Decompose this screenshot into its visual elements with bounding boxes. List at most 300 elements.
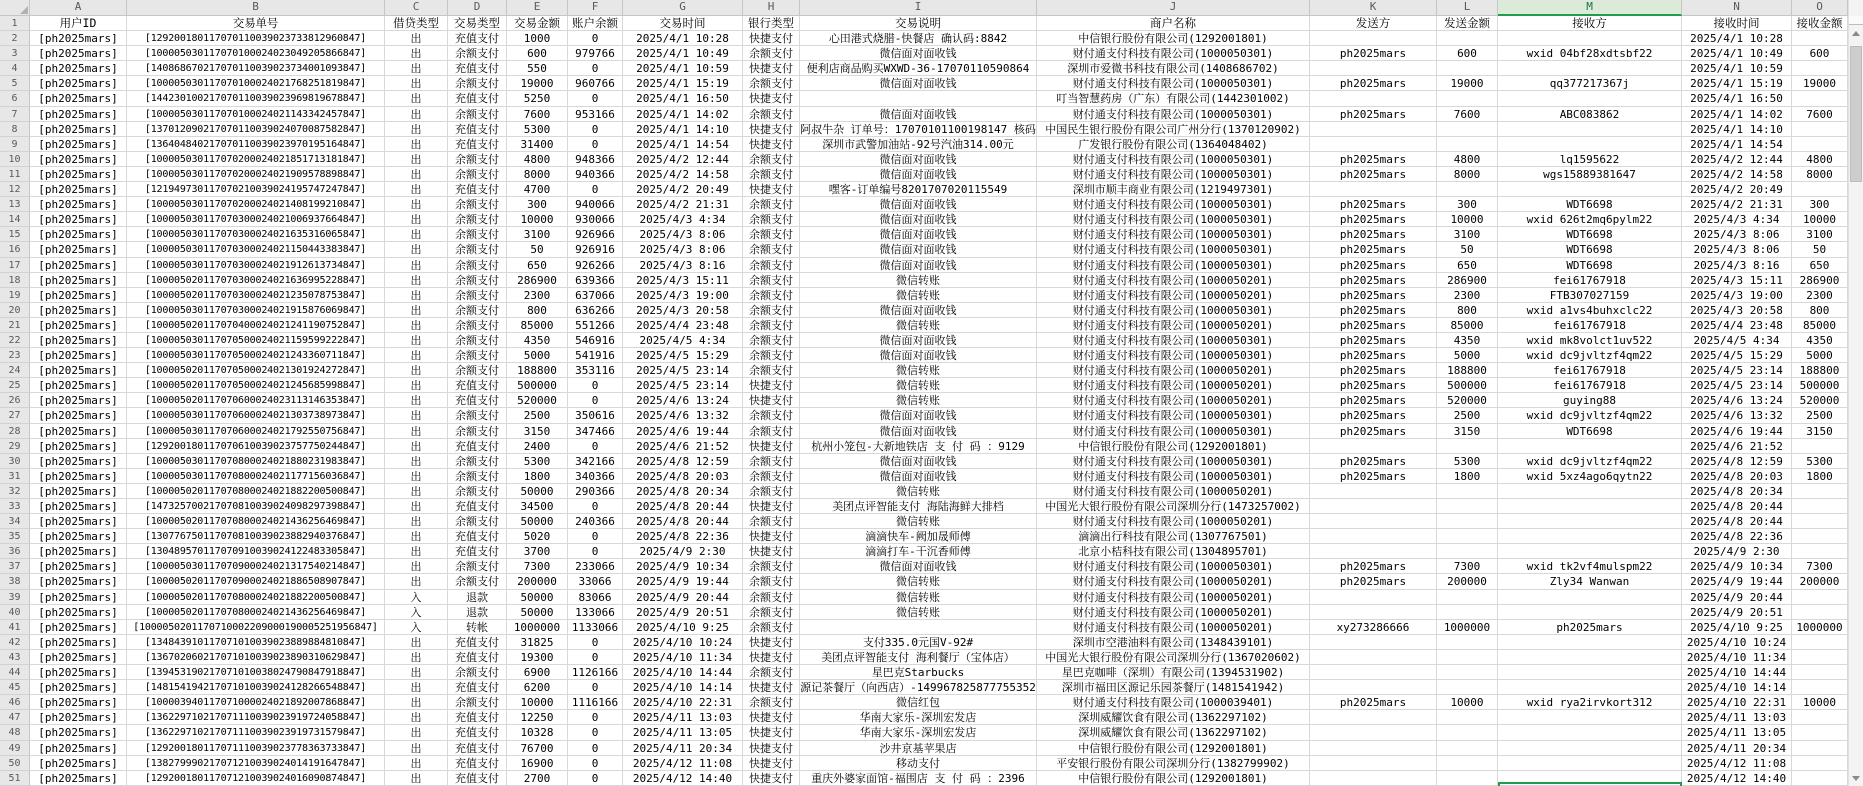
cell[interactable]: 星巴克Starbucks <box>800 665 1037 680</box>
cell[interactable]: 940066 <box>568 197 623 212</box>
row-number[interactable]: 27 <box>0 408 30 423</box>
cell[interactable]: 充值支付 <box>448 741 507 756</box>
cell[interactable]: 美团点评智能支付 海陆海鲜大排档 <box>800 499 1037 514</box>
cell[interactable] <box>1310 741 1437 756</box>
cell[interactable]: 2025/4/9 20:51 <box>623 605 743 620</box>
cell[interactable]: 重庆外婆家面馆-福围店 支 付 码 ：2396 <box>800 771 1037 786</box>
cell[interactable] <box>1792 91 1848 106</box>
cell[interactable]: 2025/4/6 19:44 <box>1682 424 1792 439</box>
cell[interactable]: 深圳市顺丰商业有限公司(1219497301) <box>1037 182 1310 197</box>
cell[interactable]: 微信转账 <box>800 318 1037 333</box>
cell[interactable]: 7300 <box>1437 559 1498 574</box>
cell[interactable]: 342166 <box>568 454 623 469</box>
cell[interactable]: 出 <box>385 137 448 152</box>
cell[interactable]: 出 <box>385 348 448 363</box>
cell[interactable]: [100005030117070900024021317540214847] <box>127 559 385 574</box>
cell[interactable]: 余额支付 <box>448 424 507 439</box>
cell[interactable]: WDT6698 <box>1498 258 1682 273</box>
cell[interactable]: 5300 <box>1792 454 1848 469</box>
cell[interactable]: 快捷支付 <box>743 710 800 725</box>
cell[interactable] <box>1310 665 1437 680</box>
cell[interactable]: 3150 <box>507 424 568 439</box>
row-number[interactable]: 8 <box>0 122 30 137</box>
cell[interactable]: 出 <box>385 635 448 650</box>
cell[interactable]: 3100 <box>1792 227 1848 242</box>
cell[interactable]: [ph2025mars] <box>30 318 127 333</box>
column-header-O[interactable]: O <box>1792 0 1848 16</box>
cell[interactable] <box>1498 605 1682 620</box>
cell[interactable]: 1133066 <box>568 620 623 635</box>
cell[interactable]: 微信面对面收钱 <box>800 333 1037 348</box>
cell[interactable]: [100005030117070300024021150443383847] <box>127 242 385 257</box>
row-number[interactable]: 50 <box>0 756 30 771</box>
cell[interactable]: 充值支付 <box>448 439 507 454</box>
cell[interactable]: 余额支付 <box>448 559 507 574</box>
column-header-L[interactable]: L <box>1437 0 1498 16</box>
cell[interactable] <box>1498 590 1682 605</box>
cell[interactable]: [100005020117070300024021235078753847] <box>127 288 385 303</box>
cell[interactable]: 800 <box>507 303 568 318</box>
cell[interactable]: 2025/4/11 13:03 <box>623 710 743 725</box>
cell[interactable]: 2300 <box>507 288 568 303</box>
cell[interactable]: [100005030117070100024021143342457847] <box>127 107 385 122</box>
cell[interactable] <box>1792 499 1848 514</box>
cell[interactable]: ABC083862 <box>1498 107 1682 122</box>
cell[interactable]: 余额支付 <box>448 695 507 710</box>
row-number[interactable]: 7 <box>0 107 30 122</box>
cell[interactable]: [100005030117070100024023049205866847] <box>127 46 385 61</box>
cell[interactable]: 2700 <box>507 771 568 786</box>
cell[interactable] <box>1437 499 1498 514</box>
cell[interactable]: [ph2025mars] <box>30 348 127 363</box>
cell[interactable]: 余额支付 <box>743 303 800 318</box>
cell[interactable] <box>1437 665 1498 680</box>
cell[interactable]: 微信面对面收钱 <box>800 197 1037 212</box>
cell[interactable]: [100005030117070500024021159599222847] <box>127 333 385 348</box>
cell[interactable]: 快捷支付 <box>743 499 800 514</box>
row-number[interactable]: 5 <box>0 76 30 91</box>
cell[interactable]: ph2025mars <box>1310 559 1437 574</box>
cell[interactable]: 2025/4/1 14:10 <box>623 122 743 137</box>
cell[interactable]: 余额支付 <box>743 605 800 620</box>
cell[interactable]: 83066 <box>568 590 623 605</box>
cell[interactable]: 2025/4/3 20:58 <box>1682 303 1792 318</box>
cell[interactable]: 出 <box>385 378 448 393</box>
scroll-down-button[interactable] <box>1849 770 1863 786</box>
cell[interactable]: 滴滴打车-干沉香师傅 <box>800 544 1037 559</box>
cell[interactable]: 出 <box>385 182 448 197</box>
cell[interactable]: 8000 <box>1792 167 1848 182</box>
cell[interactable]: [ph2025mars] <box>30 122 127 137</box>
cell[interactable]: [100005030117070800024021177156036847] <box>127 469 385 484</box>
cell[interactable]: 2025/4/8 12:59 <box>623 454 743 469</box>
cell[interactable]: 中国民生银行股份有限公司广州分行(1370120902) <box>1037 122 1310 137</box>
cell[interactable]: 4800 <box>1792 152 1848 167</box>
cell[interactable]: 4800 <box>1437 152 1498 167</box>
cell[interactable]: 余额支付 <box>448 348 507 363</box>
header-cell[interactable]: 用户ID <box>30 16 127 31</box>
cell[interactable]: 出 <box>385 756 448 771</box>
cell[interactable]: ph2025mars <box>1310 242 1437 257</box>
cell[interactable]: 2025/4/3 8:16 <box>623 258 743 273</box>
cell[interactable]: 2025/4/4 23:48 <box>1682 318 1792 333</box>
cell[interactable]: [ph2025mars] <box>30 469 127 484</box>
cell[interactable]: [ph2025mars] <box>30 31 127 46</box>
cell[interactable]: ph2025mars <box>1310 318 1437 333</box>
cell[interactable]: 财付通支付科技有限公司(1000050301) <box>1037 454 1310 469</box>
cell[interactable]: [ph2025mars] <box>30 288 127 303</box>
cell[interactable]: 微信面对面收钱 <box>800 408 1037 423</box>
cell[interactable]: 财付通支付科技有限公司(1000050201) <box>1037 620 1310 635</box>
row-number[interactable]: 19 <box>0 288 30 303</box>
cell[interactable]: 微信转账 <box>800 363 1037 378</box>
cell[interactable]: ph2025mars <box>1310 227 1437 242</box>
cell[interactable]: ph2025mars <box>1310 258 1437 273</box>
header-cell[interactable]: 账户余额 <box>568 16 623 31</box>
cell[interactable]: 余额支付 <box>448 227 507 242</box>
cell[interactable]: [129200180117071210039024016090874847] <box>127 771 385 786</box>
cell[interactable]: 10000 <box>1437 695 1498 710</box>
cell[interactable]: [100005020117070300024021636995228847] <box>127 273 385 288</box>
cell[interactable]: 133066 <box>568 605 623 620</box>
cell[interactable] <box>1437 741 1498 756</box>
row-number[interactable]: 51 <box>0 771 30 786</box>
cell[interactable]: 2025/4/3 8:06 <box>623 227 743 242</box>
cell[interactable]: 微信转账 <box>800 273 1037 288</box>
cell[interactable] <box>1792 710 1848 725</box>
cell[interactable]: 余额支付 <box>448 107 507 122</box>
cell[interactable]: 979766 <box>568 46 623 61</box>
cell[interactable] <box>1498 484 1682 499</box>
cell[interactable]: ph2025mars <box>1310 107 1437 122</box>
cell[interactable]: 5000 <box>507 348 568 363</box>
cell[interactable]: [121949730117070210039024195747247847] <box>127 182 385 197</box>
cell[interactable] <box>1310 484 1437 499</box>
cell[interactable]: [100005030117070500024021243360711847] <box>127 348 385 363</box>
cell[interactable] <box>1792 635 1848 650</box>
cell[interactable]: 出 <box>385 695 448 710</box>
cell[interactable] <box>1792 514 1848 529</box>
cell[interactable]: 出 <box>385 91 448 106</box>
column-header-B[interactable]: B <box>127 0 385 16</box>
cell[interactable]: 出 <box>385 454 448 469</box>
vertical-scrollbar[interactable] <box>1848 0 1863 786</box>
cell[interactable]: 50 <box>1437 242 1498 257</box>
cell[interactable]: 2025/4/5 23:14 <box>1682 378 1792 393</box>
cell[interactable]: 微信转账 <box>800 590 1037 605</box>
cell[interactable]: lq1595622 <box>1498 152 1682 167</box>
cell[interactable]: 31400 <box>507 137 568 152</box>
cell[interactable]: 2025/4/10 9:25 <box>623 620 743 635</box>
cell[interactable]: [100005020117070900024021886508907847] <box>127 574 385 589</box>
cell[interactable]: [100005020117070800024021436256469847] <box>127 514 385 529</box>
cell[interactable] <box>1792 484 1848 499</box>
cell[interactable]: 财付通支付科技有限公司(1000050301) <box>1037 424 1310 439</box>
cell[interactable]: 2025/4/8 22:36 <box>1682 529 1792 544</box>
cell[interactable]: 充值支付 <box>448 91 507 106</box>
row-number[interactable]: 39 <box>0 590 30 605</box>
cell[interactable]: 2025/4/8 22:36 <box>623 529 743 544</box>
cell[interactable] <box>1437 439 1498 454</box>
cell[interactable]: 2025/4/10 11:34 <box>623 650 743 665</box>
header-cell[interactable]: 商户名称 <box>1037 16 1310 31</box>
cell[interactable]: 2025/4/1 10:28 <box>1682 31 1792 46</box>
cell[interactable]: 2025/4/8 20:34 <box>623 484 743 499</box>
cell[interactable]: 出 <box>385 514 448 529</box>
cell[interactable]: 出 <box>385 107 448 122</box>
cell[interactable]: ph2025mars <box>1310 424 1437 439</box>
cell[interactable]: [ph2025mars] <box>30 439 127 454</box>
cell[interactable]: 出 <box>385 680 448 695</box>
cell[interactable]: 充值支付 <box>448 61 507 76</box>
cell[interactable]: 深圳市福田区源记乐园茶餐厅(1481541942) <box>1037 680 1310 695</box>
cell[interactable]: wxid 626t2mq6pylm22 <box>1498 212 1682 227</box>
header-cell[interactable]: 银行类型 <box>743 16 800 31</box>
cell[interactable]: 960766 <box>568 76 623 91</box>
cell[interactable]: 3150 <box>1437 424 1498 439</box>
cell[interactable]: 余额支付 <box>448 212 507 227</box>
cell[interactable]: 财付通支付科技有限公司(1000050301) <box>1037 107 1310 122</box>
cell[interactable]: [100005020117070500024021301924272847] <box>127 363 385 378</box>
cell[interactable] <box>1498 122 1682 137</box>
cell[interactable]: 0 <box>568 393 623 408</box>
cell[interactable]: 2025/4/2 20:49 <box>1682 182 1792 197</box>
cell[interactable]: 2500 <box>1437 408 1498 423</box>
cell[interactable]: fei61767918 <box>1498 378 1682 393</box>
column-header-G[interactable]: G <box>623 0 743 16</box>
cell[interactable]: 充值支付 <box>448 680 507 695</box>
cell[interactable]: 0 <box>568 499 623 514</box>
cell[interactable]: 3150 <box>1792 424 1848 439</box>
cell[interactable] <box>1498 650 1682 665</box>
cell[interactable]: 0 <box>568 529 623 544</box>
cell[interactable]: 余额支付 <box>448 333 507 348</box>
row-number[interactable]: 35 <box>0 529 30 544</box>
cell[interactable]: 余额支付 <box>743 46 800 61</box>
cell[interactable]: 0 <box>568 741 623 756</box>
cell[interactable]: 50000 <box>507 590 568 605</box>
cell[interactable]: 财付通支付科技有限公司(1000050301) <box>1037 46 1310 61</box>
cell[interactable]: 2025/4/8 20:44 <box>623 499 743 514</box>
cell[interactable] <box>1437 61 1498 76</box>
cell[interactable]: 2025/4/12 14:40 <box>623 771 743 786</box>
cell[interactable]: ph2025mars <box>1310 288 1437 303</box>
cell[interactable]: 充值支付 <box>448 635 507 650</box>
cell[interactable] <box>1310 499 1437 514</box>
cell[interactable]: Zly34 Wanwan <box>1498 574 1682 589</box>
cell[interactable]: [ph2025mars] <box>30 227 127 242</box>
cell[interactable]: 4350 <box>1792 333 1848 348</box>
cell[interactable]: 2025/4/8 20:03 <box>623 469 743 484</box>
cell[interactable]: 286900 <box>1437 273 1498 288</box>
cell[interactable]: 16900 <box>507 756 568 771</box>
cell[interactable]: 2025/4/10 14:14 <box>623 680 743 695</box>
cell[interactable]: 550 <box>507 61 568 76</box>
cell[interactable]: 4700 <box>507 182 568 197</box>
row-number[interactable]: 3 <box>0 46 30 61</box>
cell[interactable]: 杭州小笼包-大新地铁店 支 付 码 ：9129 <box>800 439 1037 454</box>
cell[interactable]: 1000000 <box>1792 620 1848 635</box>
cell[interactable]: 滴滴快车-阙加晟师傅 <box>800 529 1037 544</box>
cell[interactable]: [ph2025mars] <box>30 529 127 544</box>
cell[interactable]: 财付通支付科技有限公司(1000050301) <box>1037 333 1310 348</box>
cell[interactable]: 2025/4/1 14:02 <box>623 107 743 122</box>
cell[interactable]: ph2025mars <box>1310 695 1437 710</box>
cell[interactable]: 2025/4/11 20:34 <box>623 741 743 756</box>
cell[interactable]: 3700 <box>507 544 568 559</box>
cell[interactable]: 微信面对面收钱 <box>800 227 1037 242</box>
cell[interactable]: [136229710217071110039023919724058847] <box>127 710 385 725</box>
cell[interactable]: 500000 <box>1437 378 1498 393</box>
cell[interactable]: 0 <box>568 182 623 197</box>
row-number[interactable]: 22 <box>0 333 30 348</box>
cell[interactable]: 深圳市爱微书科技有限公司(1408686702) <box>1037 61 1310 76</box>
cell[interactable]: 2025/4/8 20:34 <box>1682 484 1792 499</box>
cell[interactable]: 出 <box>385 559 448 574</box>
cell[interactable]: [ph2025mars] <box>30 499 127 514</box>
cell[interactable]: ph2025mars <box>1310 46 1437 61</box>
cell[interactable]: 2025/4/5 15:29 <box>623 348 743 363</box>
row-number[interactable]: 40 <box>0 605 30 620</box>
cell[interactable]: 出 <box>385 273 448 288</box>
cell[interactable]: [ph2025mars] <box>30 61 127 76</box>
cell[interactable]: [ph2025mars] <box>30 273 127 288</box>
cell[interactable]: 5300 <box>1437 454 1498 469</box>
cell[interactable] <box>1792 529 1848 544</box>
cell[interactable]: 充值支付 <box>448 122 507 137</box>
cell[interactable]: 余额支付 <box>743 258 800 273</box>
cell[interactable]: 余额支付 <box>743 212 800 227</box>
cell[interactable] <box>1498 756 1682 771</box>
cell[interactable]: wxid dc9jvltzf4qm22 <box>1498 348 1682 363</box>
cell[interactable]: 余额支付 <box>448 167 507 182</box>
row-number[interactable]: 46 <box>0 695 30 710</box>
cell[interactable]: 微信转账 <box>800 605 1037 620</box>
cell[interactable]: 85000 <box>1437 318 1498 333</box>
cell[interactable]: 551266 <box>568 318 623 333</box>
cell[interactable]: 0 <box>568 137 623 152</box>
cell[interactable]: 余额支付 <box>743 333 800 348</box>
cell[interactable]: [100005020117070800024021882200500847] <box>127 484 385 499</box>
cell[interactable]: 微信面对面收钱 <box>800 454 1037 469</box>
header-cell[interactable]: 交易说明 <box>800 16 1037 31</box>
cell[interactable]: 北京小桔科技有限公司(1304895701) <box>1037 544 1310 559</box>
cell[interactable]: 快捷支付 <box>743 393 800 408</box>
cell[interactable]: 出 <box>385 333 448 348</box>
cell[interactable]: 深圳市空港油料有限公司(1348439101) <box>1037 635 1310 650</box>
cell[interactable]: 0 <box>568 91 623 106</box>
cell[interactable]: [ph2025mars] <box>30 650 127 665</box>
cell[interactable]: 财付通支付科技有限公司(1000050301) <box>1037 152 1310 167</box>
cell[interactable]: 0 <box>568 439 623 454</box>
cell[interactable]: [ph2025mars] <box>30 725 127 740</box>
cell[interactable]: 微信面对面收钱 <box>800 559 1037 574</box>
cell[interactable]: 余额支付 <box>448 318 507 333</box>
cell[interactable]: 2025/4/11 20:34 <box>1682 741 1792 756</box>
cell[interactable]: 微信转账 <box>800 393 1037 408</box>
cell[interactable]: 2025/4/10 14:14 <box>1682 680 1792 695</box>
cell[interactable] <box>1437 756 1498 771</box>
cell[interactable]: 2025/4/2 21:31 <box>1682 197 1792 212</box>
cell[interactable] <box>1310 31 1437 46</box>
cell[interactable] <box>1437 31 1498 46</box>
cell[interactable]: 2025/4/3 8:06 <box>1682 227 1792 242</box>
cell[interactable]: 微信转账 <box>800 288 1037 303</box>
cell[interactable]: [ph2025mars] <box>30 46 127 61</box>
cell[interactable]: 650 <box>1792 258 1848 273</box>
cell[interactable]: [ph2025mars] <box>30 574 127 589</box>
cell[interactable]: 快捷支付 <box>743 680 800 695</box>
cell[interactable]: 2025/4/1 14:02 <box>1682 107 1792 122</box>
cell[interactable]: 充值支付 <box>448 393 507 408</box>
cell[interactable]: 33066 <box>568 574 623 589</box>
cell[interactable]: 2025/4/1 10:49 <box>623 46 743 61</box>
cell[interactable]: 637066 <box>568 288 623 303</box>
row-number[interactable]: 23 <box>0 348 30 363</box>
cell[interactable]: 中国光大银行股份有限公司深圳分行(1367020602) <box>1037 650 1310 665</box>
cell[interactable]: [ph2025mars] <box>30 514 127 529</box>
cell[interactable]: ph2025mars <box>1310 76 1437 91</box>
cell[interactable] <box>1498 741 1682 756</box>
cell[interactable]: 2025/4/6 19:44 <box>623 424 743 439</box>
cell[interactable]: 财付通支付科技有限公司(1000050201) <box>1037 378 1310 393</box>
cell[interactable] <box>1792 590 1848 605</box>
cell[interactable] <box>1437 725 1498 740</box>
cell[interactable]: 5000 <box>1437 348 1498 363</box>
cell[interactable]: 2025/4/5 15:29 <box>1682 348 1792 363</box>
row-number[interactable]: 24 <box>0 363 30 378</box>
cell[interactable]: ph2025mars <box>1310 363 1437 378</box>
cell[interactable] <box>800 620 1037 635</box>
cell[interactable]: 微信面对面收钱 <box>800 46 1037 61</box>
cell[interactable]: wxid mk8volct1uv522 <box>1498 333 1682 348</box>
header-cell[interactable]: 交易类型 <box>448 16 507 31</box>
cell[interactable]: 出 <box>385 288 448 303</box>
row-number[interactable]: 26 <box>0 393 30 408</box>
cell[interactable]: wxid dc9jvltzf4qm22 <box>1498 454 1682 469</box>
cell[interactable]: 退款 <box>448 590 507 605</box>
cell[interactable]: ph2025mars <box>1498 620 1682 635</box>
cell[interactable]: [ph2025mars] <box>30 771 127 786</box>
row-number[interactable]: 43 <box>0 650 30 665</box>
cell[interactable]: 930066 <box>568 212 623 227</box>
cell[interactable]: 出 <box>385 152 448 167</box>
cell[interactable]: 2025/4/1 10:59 <box>1682 61 1792 76</box>
cell[interactable]: 财付通支付科技有限公司(1000050301) <box>1037 303 1310 318</box>
cell[interactable] <box>1310 439 1437 454</box>
cell[interactable]: [100005030117070600024021303738973847] <box>127 408 385 423</box>
cell[interactable] <box>1437 484 1498 499</box>
cell[interactable]: 2025/4/6 13:24 <box>1682 393 1792 408</box>
cell[interactable]: 2025/4/5 23:14 <box>623 378 743 393</box>
cell[interactable] <box>1498 514 1682 529</box>
cell[interactable]: 出 <box>385 665 448 680</box>
cell[interactable]: 0 <box>568 122 623 137</box>
column-header-M[interactable]: M <box>1498 0 1682 16</box>
cell[interactable]: 2025/4/9 20:44 <box>623 590 743 605</box>
cell[interactable]: 中信银行股份有限公司(1292001801) <box>1037 439 1310 454</box>
cell[interactable] <box>1437 514 1498 529</box>
cell[interactable] <box>1437 544 1498 559</box>
cell[interactable]: ph2025mars <box>1310 273 1437 288</box>
cell[interactable]: 华南大家乐-深圳宏发店 <box>800 725 1037 740</box>
cell[interactable]: 2025/4/3 8:06 <box>1682 242 1792 257</box>
cell[interactable]: 微信红包 <box>800 695 1037 710</box>
cell[interactable]: 12250 <box>507 710 568 725</box>
cell[interactable]: 支付335.0元国V-92# <box>800 635 1037 650</box>
cell[interactable]: 财付通支付科技有限公司(1000050201) <box>1037 288 1310 303</box>
cell[interactable] <box>1498 439 1682 454</box>
